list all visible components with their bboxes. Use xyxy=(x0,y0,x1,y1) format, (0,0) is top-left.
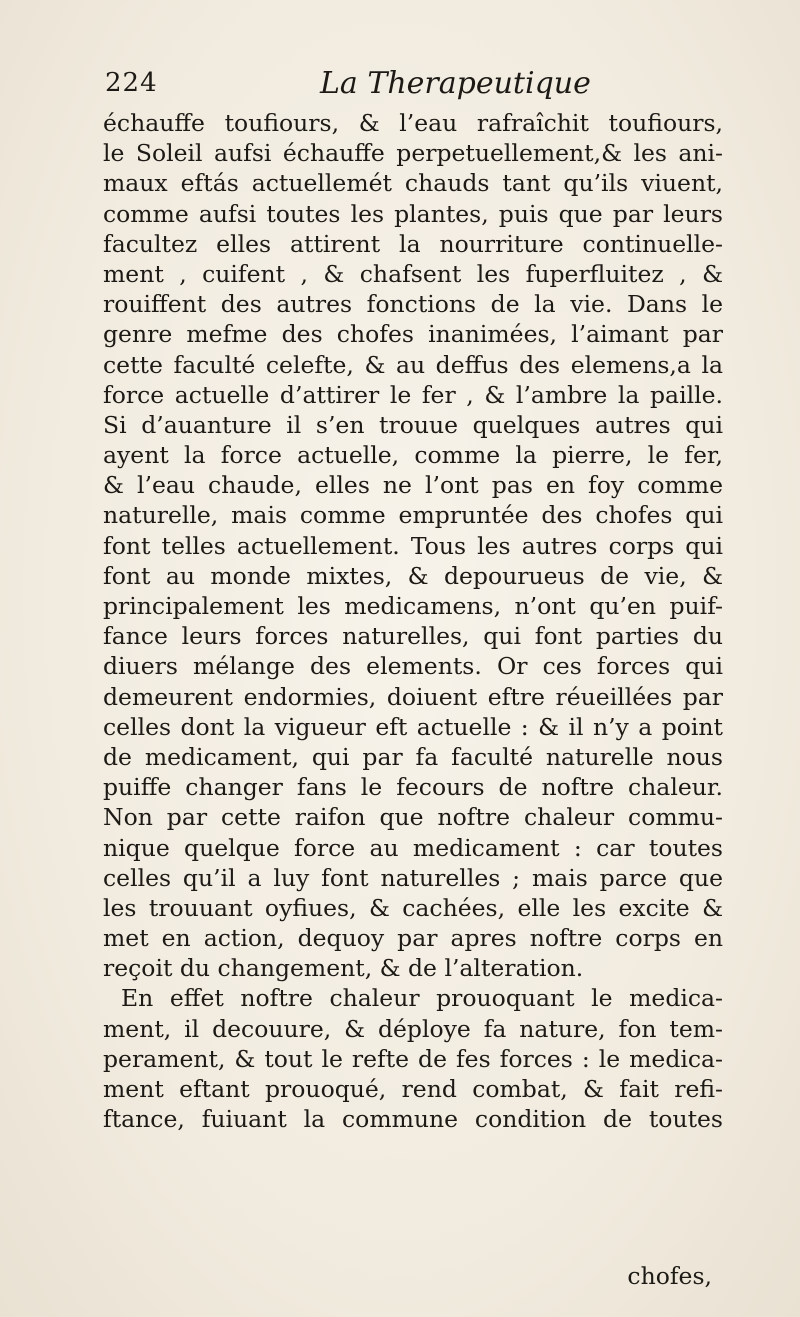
text-line: les trouuant oyfiues, & cachées, elle les excite & xyxy=(103,893,723,922)
text-line: le Soleil aufsi échauffe perpetuellement,& les ani- xyxy=(103,139,723,168)
text-line: de medicament, qui par fa faculté naturelle nous xyxy=(103,742,723,771)
text-line: reçoit du changement, & de l’alteration. xyxy=(103,954,584,983)
text-line: maux eftás actuellemét chauds tant qu’ils viuent, xyxy=(103,169,723,198)
text-line: perament, & tout le refte de fes forces : le medica- xyxy=(103,1044,723,1073)
catchword: chofes, xyxy=(627,1262,712,1290)
body-text xyxy=(103,108,723,1134)
text-line: échauffe toufiours, & l’eau rafraîchit toufiours, xyxy=(103,109,723,137)
text-line: celles dont la vigueur eft actuelle : & il n’y a point xyxy=(103,712,723,741)
text-line: celles qu’il a luy font naturelles ; mais parce que xyxy=(103,863,723,892)
text-line: Non par cette raifon que noftre chaleur commu- xyxy=(103,803,723,832)
text-line: font telles actuellement. Tous les autres corps qui xyxy=(103,531,723,560)
text-line: fance leurs forces naturelles, qui font parties du xyxy=(103,622,723,651)
text-line: cette faculté celefte, & au deffus des elemens,a la xyxy=(103,350,723,379)
text-line: met en action, dequoy par apres noftre corps en xyxy=(103,924,723,953)
text-line: & l’eau chaude, elles ne l’ont pas en foy comme xyxy=(103,471,723,500)
text-line: force actuelle d’attirer le fer , & l’ambre la paille. xyxy=(103,380,723,409)
text-line: ment , cuifent , & chafsent les fuperfluitez , & xyxy=(103,259,723,288)
text-line: ment eftant prouoqué, rend combat, & fait refi- xyxy=(103,1075,723,1103)
text-line: principalement les medicamens, n’ont qu’en puif- xyxy=(103,592,723,620)
text-line: ment, il decouure, & déploye fa nature, fon tem- xyxy=(103,1014,723,1043)
text-line: font au monde mixtes, & depourueus de vie, & xyxy=(103,561,723,590)
text-line: nique quelque force au medicament : car toutes xyxy=(103,833,723,862)
text-line: diuers mélange des elements. Or ces forces qui xyxy=(103,652,723,681)
text-line: En effet noftre chaleur prouoquant le medica- xyxy=(121,984,723,1013)
text-line: ftance, fuiuant la commune condition de toutes xyxy=(103,1105,723,1134)
text-line: comme aufsi toutes les plantes, puis que par leurs xyxy=(103,199,723,228)
text-line: ayent la force actuelle, comme la pierre, le fer, xyxy=(103,441,723,470)
text-line: Si d’auanture il s’en trouue quelques autres qui xyxy=(103,410,723,439)
text-line: rouiffent des autres fonctions de la vie. Dans le xyxy=(103,290,723,319)
text-line: puiffe changer fans le fecours de noftre chaleur. xyxy=(103,773,723,802)
text-line: genre mefme des chofes inanimées, l’aimant par xyxy=(103,320,723,349)
page-header xyxy=(105,68,725,108)
text-line: demeurent endormies, doiuent eftre réueillées par xyxy=(103,682,723,711)
page-number: 224 xyxy=(105,68,158,98)
text-line: facultez elles attirent la nourriture continuelle- xyxy=(103,229,723,258)
running-title: La Therapeutique xyxy=(320,66,591,101)
text-line: naturelle, mais comme empruntée des chofes qui xyxy=(103,501,723,530)
